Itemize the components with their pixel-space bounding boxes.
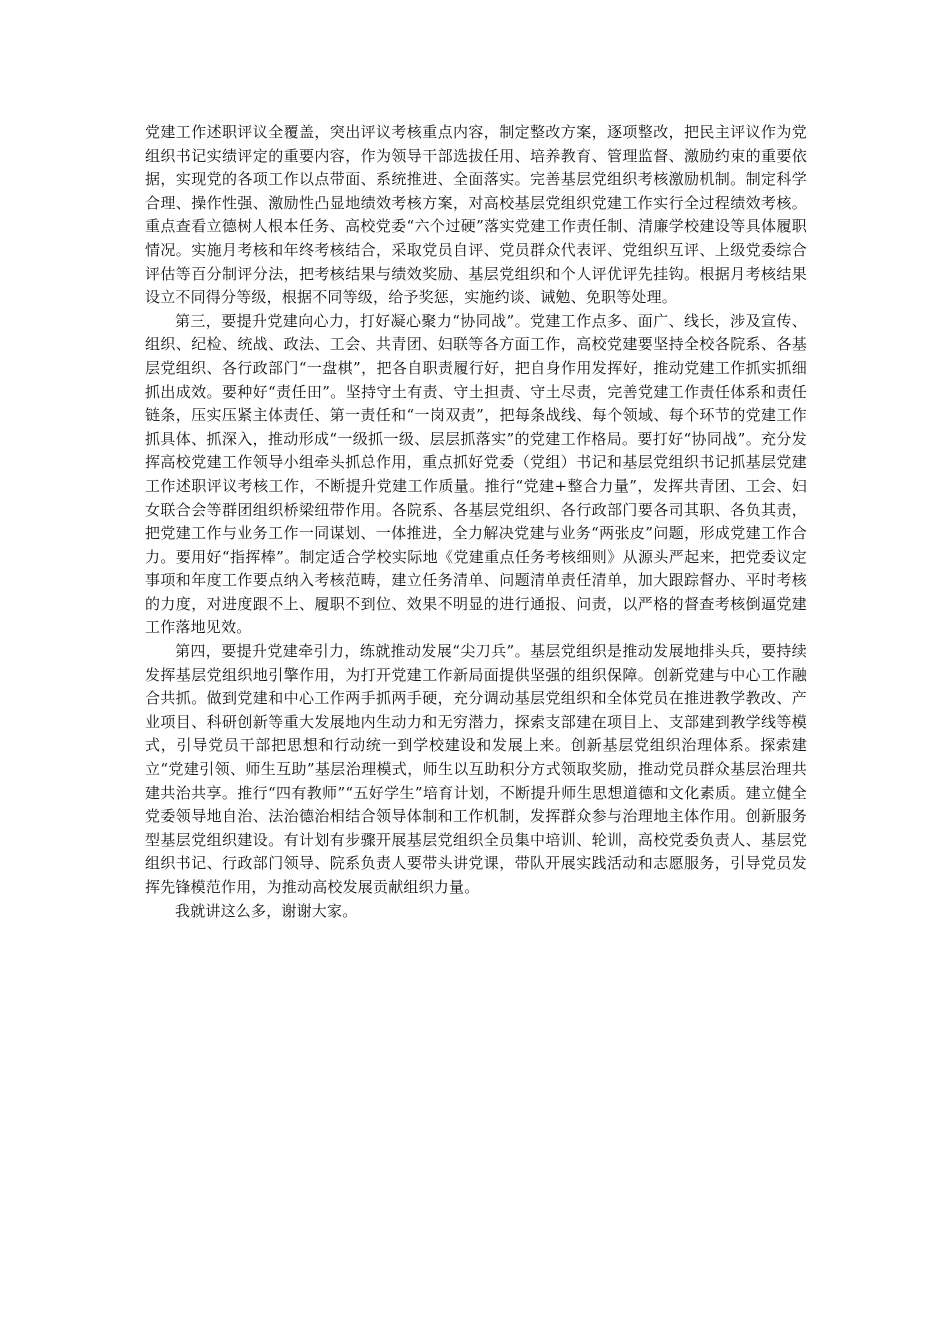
paragraph-third-point: 第三，要提升党建向心力，打好凝心聚力“协同战”。党建工作点多、面广、线长，涉及宣传、组织、纪检、统战、政法、工会、共青团、妇联等各方面工作，高校党建要坚持全校各院系、各基层党组织、各行政部门“一盘棋”，把各自职责履行好，把自身作用发挥好，推动党建工作抓实抓细抓出成效。要种好“责任田”。坚持守土有责、守土担责、守土尽责，完善党建工作责任体系和责任链条，压实压紧主体责任、第一责任和“一岗双责”，把每条战线、每个领域、每个环节的党建工作抓具体、抓深入，推动形成“一级抓一级、层层抓落实”的党建工作格局。要打好“协同战”。充分发挥高校党建工作领导小组牵头抓总作用，重点抓好党委（党组）书记和基层党组织书记抓基层党建工作述职评议考核工作，不断提升党建工作质量。推行“党建+整合力量”，发挥共青团、工会、妇女联合会等群团组织桥梁纽带作用。各院系、各基层党组织、各行政部门要各司其职、各负其责，把党建工作与业务工作一同谋划、一体推进，全力解决党建与业务“两张皮”问题，形成党建工作合力。要用好“指挥棒”。制定适合学校实际地《党建重点任务考核细则》从源头严起来，把党委议定事项和年度工作要点纳入考核范畴，建立任务清单、问题清单责任清单，加大跟踪督办、平时考核的力度，对进度跟不上、履职不到位、效果不明显的进行通报、问责，以严格的督查考核倒逼党建工作落地见效。 [145,311,807,637]
paragraph-closing: 我就讲这么多，谢谢大家。 [175,901,358,920]
paragraph-fourth-point: 第四，要提升党建牵引力，练就推动发展“尖刀兵”。基层党组织是推动发展地排头兵，要持续发挥基层党组织地引擎作用，为打开党建工作新局面提供坚强的组织保障。创新党建与中心工作融合共抓。做到党建和中心工作两手抓两手硬，充分调动基层党组织和全体党员在推进教学教改、产业项目、科研创新等重大发展地内生动力和无穷潜力，探索支部建在项目上、支部建到教学线等模式，引导党员干部把思想和行动统一到学校建设和发展上来。创新基层党组织治理体系。探索建立“党建引领、师生互助”基层治理模式，师生以互助积分方式领取奖励，推动党员群众基层治理共建共治共享。推行“四有教师”“五好学生”培育计划，不断提升师生思想道德和文化素质。建立健全党委领导地自治、法治德治相结合领导体制和工作机制，发挥群众参与治理地主体作用。创新服务型基层党组织建设。有计划有步骤开展基层党组织全员集中培训、轮训，高校党委负责人、基层党组织书记、行政部门领导、院系负责人要带头讲党课，带队开展实践活动和志愿服务，引导党员发挥先锋模范作用，为推动高校发展贡献组织力量。 [145,642,807,896]
paragraph-continuation: 党建工作述职评议全覆盖，突出评议考核重点内容，制定整改方案，逐项整改，把民主评议作为党组织书记实绩评定的重要内容，作为领导干部选拔任用、培养教育、管理监督、激励约束的重要依据，实现党的各项工作以点带面、系统推进、全面落实。完善基层党组织考核激励机制。制定科学合理、操作性强、激励性凸显地绩效考核方案，对高校基层党组织党建工作实行全过程绩效考核。重点查看立德树人根本任务、高校党委“六个过硬”落实党建工作责任制、清廉学校建设等具体履职情况。实施月考核和年终考核结合，采取党员自评、党员群众代表评、党组织互评、上级党委综合评估等百分制评分法，把考核结果与绩效奖励、基层党组织和个人评优评先挂钩。根据月考核结果设立不同得分等级，根据不同等级，给予奖惩，实施约谈、诫勉、免职等处理。 [145,123,807,307]
document-body [145,121,807,923]
